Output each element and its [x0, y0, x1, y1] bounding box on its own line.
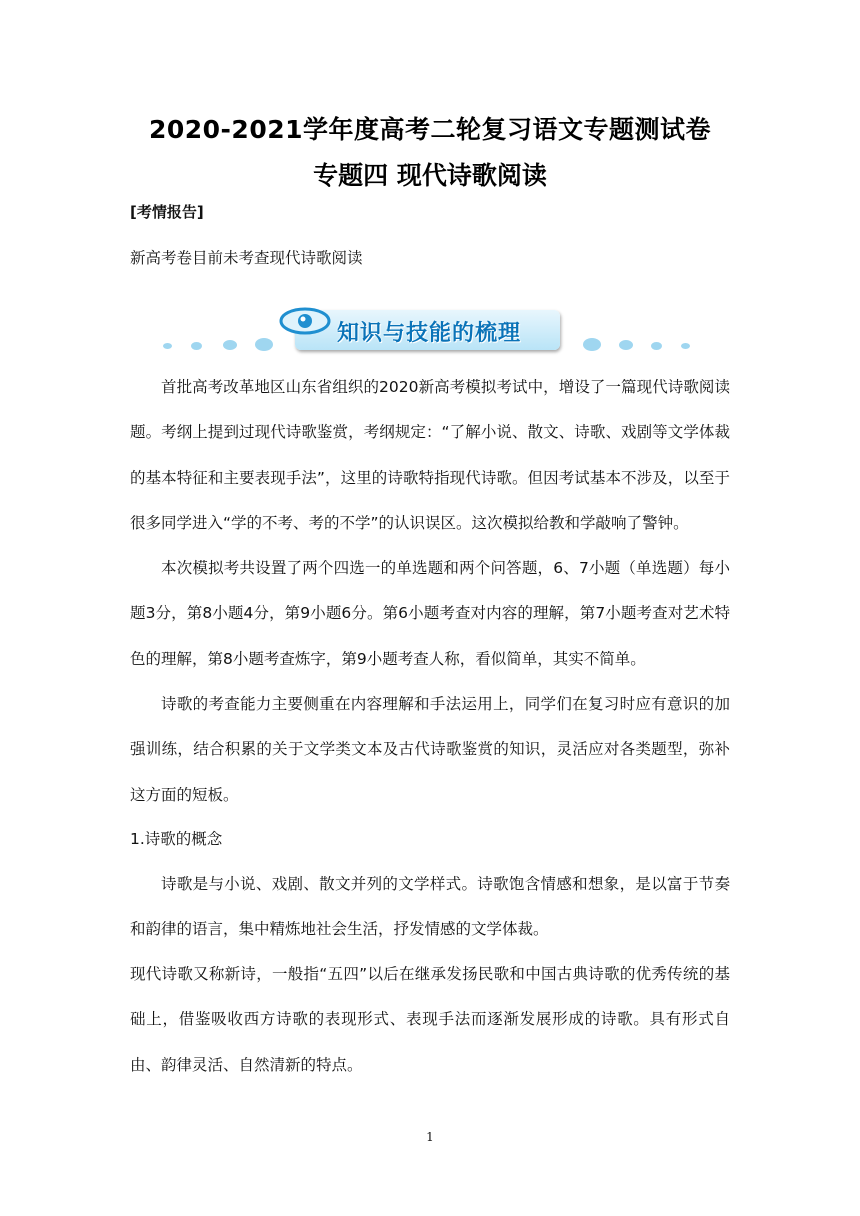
eye-icon	[279, 306, 331, 336]
report-text: 新高考卷目前未考查现代诗歌阅读	[130, 249, 363, 267]
banner-dot	[619, 340, 633, 350]
page-number: 1	[426, 1130, 434, 1144]
banner-text: 知识与技能的梳理	[337, 321, 522, 346]
report-label: [考情报告]	[130, 203, 204, 221]
section-banner	[155, 306, 705, 356]
paragraph: 本次模拟考共设置了两个四选一的单选题和两个问答题，6、7小题（单选题）每小题3分，第8小题4分，第9小题6分。第6小题考查对内容的理解，第7小题考查对艺术特色的理解，第8小题考查炼字，第9小题考查人称，看似简单，其实不简单。	[130, 559, 730, 668]
banner-dot	[191, 342, 202, 350]
banner-dot	[651, 342, 662, 350]
document-title: 2020-2021学年度高考二轮复习语文专题测试卷	[148, 115, 712, 144]
banner-dot	[583, 338, 601, 351]
section-heading: 1.诗歌的概念	[130, 830, 223, 848]
banner-dot	[255, 338, 273, 351]
paragraph: 诗歌是与小说、戏剧、散文并列的文学样式。诗歌饱含情感和想象，是以富于节奏和韵律的语言，集中精炼地社会生活，抒发情感的文学体裁。	[130, 875, 730, 939]
paragraph: 诗歌的考查能力主要侧重在内容理解和手法运用上，同学们在复习时应有意识的加强训练，结合积累的关于文学类文本及古代诗歌鉴赏的知识，灵活应对各类题型，弥补这方面的短板。	[130, 695, 730, 804]
banner-dot	[223, 340, 237, 350]
document-subtitle: 专题四 现代诗歌阅读	[313, 161, 547, 190]
banner-dot	[163, 343, 172, 349]
banner-dot	[681, 343, 690, 349]
paragraph: 现代诗歌又称新诗，一般指“五四”以后在继承发扬民歌和中国古典诗歌的优秀传统的基础上，借鉴吸收西方诗歌的表现形式、表现手法而逐渐发展形成的诗歌。具有形式自由、韵律灵活、自然清新的特点。	[130, 965, 730, 1074]
paragraph: 首批高考改革地区山东省组织的2020新高考模拟考试中，增设了一篇现代诗歌阅读题。考纲上提到过现代诗歌鉴赏，考纲规定：“了解小说、散文、诗歌、戏剧等文学体裁的基本特征和主要表现手法”，这里的诗歌特指现代诗歌。但因考试基本不涉及，以至于很多同学进入“学的不考、考的不学”的认识误区。这次模拟给教和学敲响了警钟。	[130, 378, 730, 532]
